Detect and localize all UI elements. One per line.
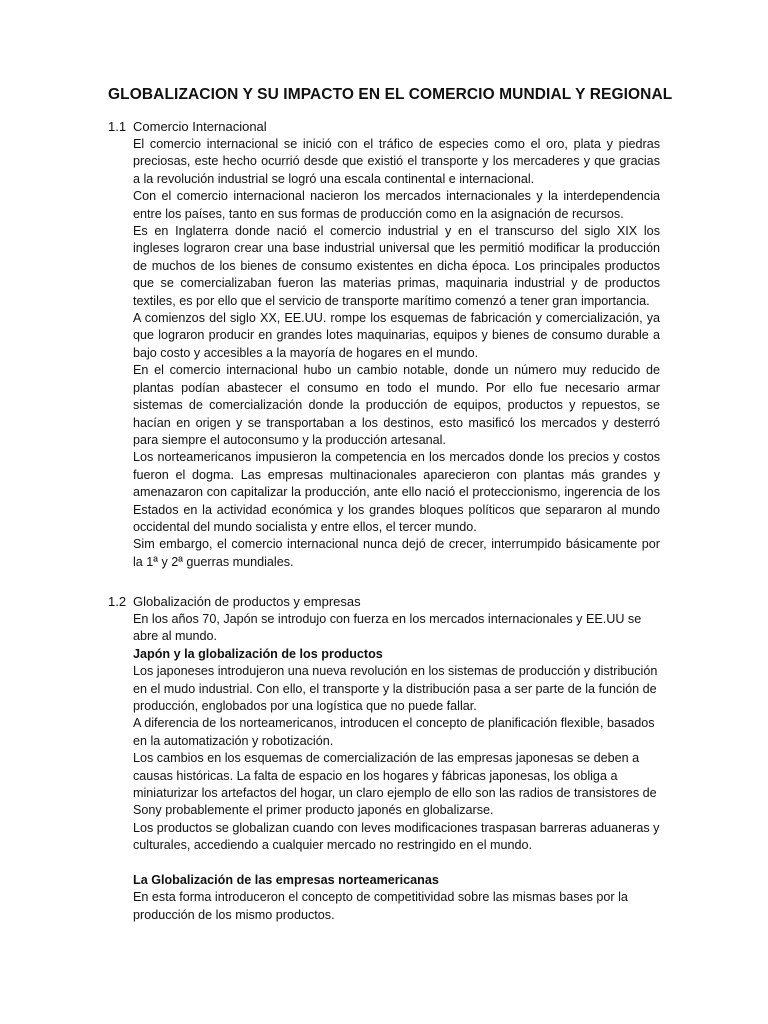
paragraph: Los japoneses introdujeron una nueva revolución en los sistemas de producción y distribución en el mudo industrial. Con ello, el transporte y la distribución pasa a ser parte de la función de producción, englobados por una logística que no puede fallar. [133,664,658,714]
subsection-heading: La Globalización de las empresas norteamericanas [133,872,439,887]
paragraph: Los cambios en los esquemas de comercialización de las empresas japonesas se deben a causas históricas. La falta de espacio en los hogares y fábricas japonesas, los obliga a miniaturizar los artefactos del hogar, un claro ejemplo de ello son las radios de transistores de Sony probablemente el primer producto japonés en globalizarse. [133,751,657,818]
paragraph: El comercio internacional se inició con el tráfico de especies como el oro, plata y piedras preciosas, este hecho ocurrió desde que existió el transporte y los mercaderes y que gracias a la revolución industrial se logró una escala continental e internacional. [133,137,660,186]
section-title: Comercio Internacional [133,119,267,134]
paragraph: Los norteamericanos impusieron la competencia en los mercados donde los precios y costos fueron el dogma. Las empresas multinacionales aparecieron con plantas más grandes y amenazaron con capitalizar la producción, ante ello nació el proteccionismo, ingerencia de los Estados en la actividad económica y los grandes bloques políticos que separaron al mundo occidental del mundo socialista y entre ellos, el tercer mundo. [133,450,660,534]
section-title: Globalización de productos y empresas [133,594,361,609]
paragraph: En los años 70, Japón se introdujo con fuerza en los mercados internacionales y EE.UU se abre al mundo. [133,612,642,644]
section-body [133,136,660,571]
paragraph: Con el comercio internacional nacieron los mercados internacionales y la interdependencia entre los países, tanto en sus formas de producción como en la asignación de recursos. [133,189,660,221]
section-body [133,611,660,924]
paragraph-spacer [133,855,660,872]
paragraph: Es en Inglaterra donde nació el comercio industrial y en el transcurso del siglo XIX los ingleses lograron crear una base industrial universal que les permitió modificar la producción de muchos de los bienes de consumo existentes en dicha época. Los principales productos que se comercializaban fueron las materias primas, maquinaria industrial y de productos textiles, es por ello que el servicio de transporte marítimo comenzó a tener gran importancia. [133,224,660,308]
section-heading [108,118,660,136]
section-comercio-internacional [108,118,660,571]
paragraph: A comienzos del siglo XX, EE.UU. rompe los esquemas de fabricación y comercialización, ya que lograron producir en grandes lotes maquinarias, equipos y bienes de consumo durable a bajo costo y accesibles a la mayoría de hogares en el mundo. [133,311,660,360]
paragraph: A diferencia de los norteamericanos, introducen el concepto de planificación flexible, basados en la automatización y robotización. [133,716,655,748]
document-title: GLOBALIZACION Y SU IMPACTO EN EL COMERCIO MUNDIAL Y REGIONAL [108,86,673,103]
section-heading [108,593,660,611]
section-globalizacion-productos [108,593,660,924]
section-number: 1.2 [108,594,127,609]
subsection-heading: Japón y la globalización de los productos [133,646,383,661]
paragraph: Los productos se globalizan cuando con leves modificaciones traspasan barreras aduaneras y culturales, accediendo a cualquier mercado no restringido en el mundo. [133,820,660,853]
paragraph: En el comercio internacional hubo un cambio notable, donde un número muy reducido de plantas podían abastecer el consumo en todo el mundo. Por ello fue necesario armar sistemas de comercialización donde la producción de equipos, productos y repuestos, se hacían en origen y se transportaban a los destinos, esto masificó los mercados y desterró para siempre el autoconsumo y la producción artesanal. [133,363,660,447]
section-number: 1.1 [108,119,127,134]
paragraph: Sim embargo, el comercio internacional nunca dejó de crecer, interrumpido básicamente por la 1ª y 2ª guerras mundiales. [133,537,660,569]
paragraph: En esta forma introduceron el concepto de competitividad sobre las mismas bases por la producción de los mismo productos. [133,890,628,922]
